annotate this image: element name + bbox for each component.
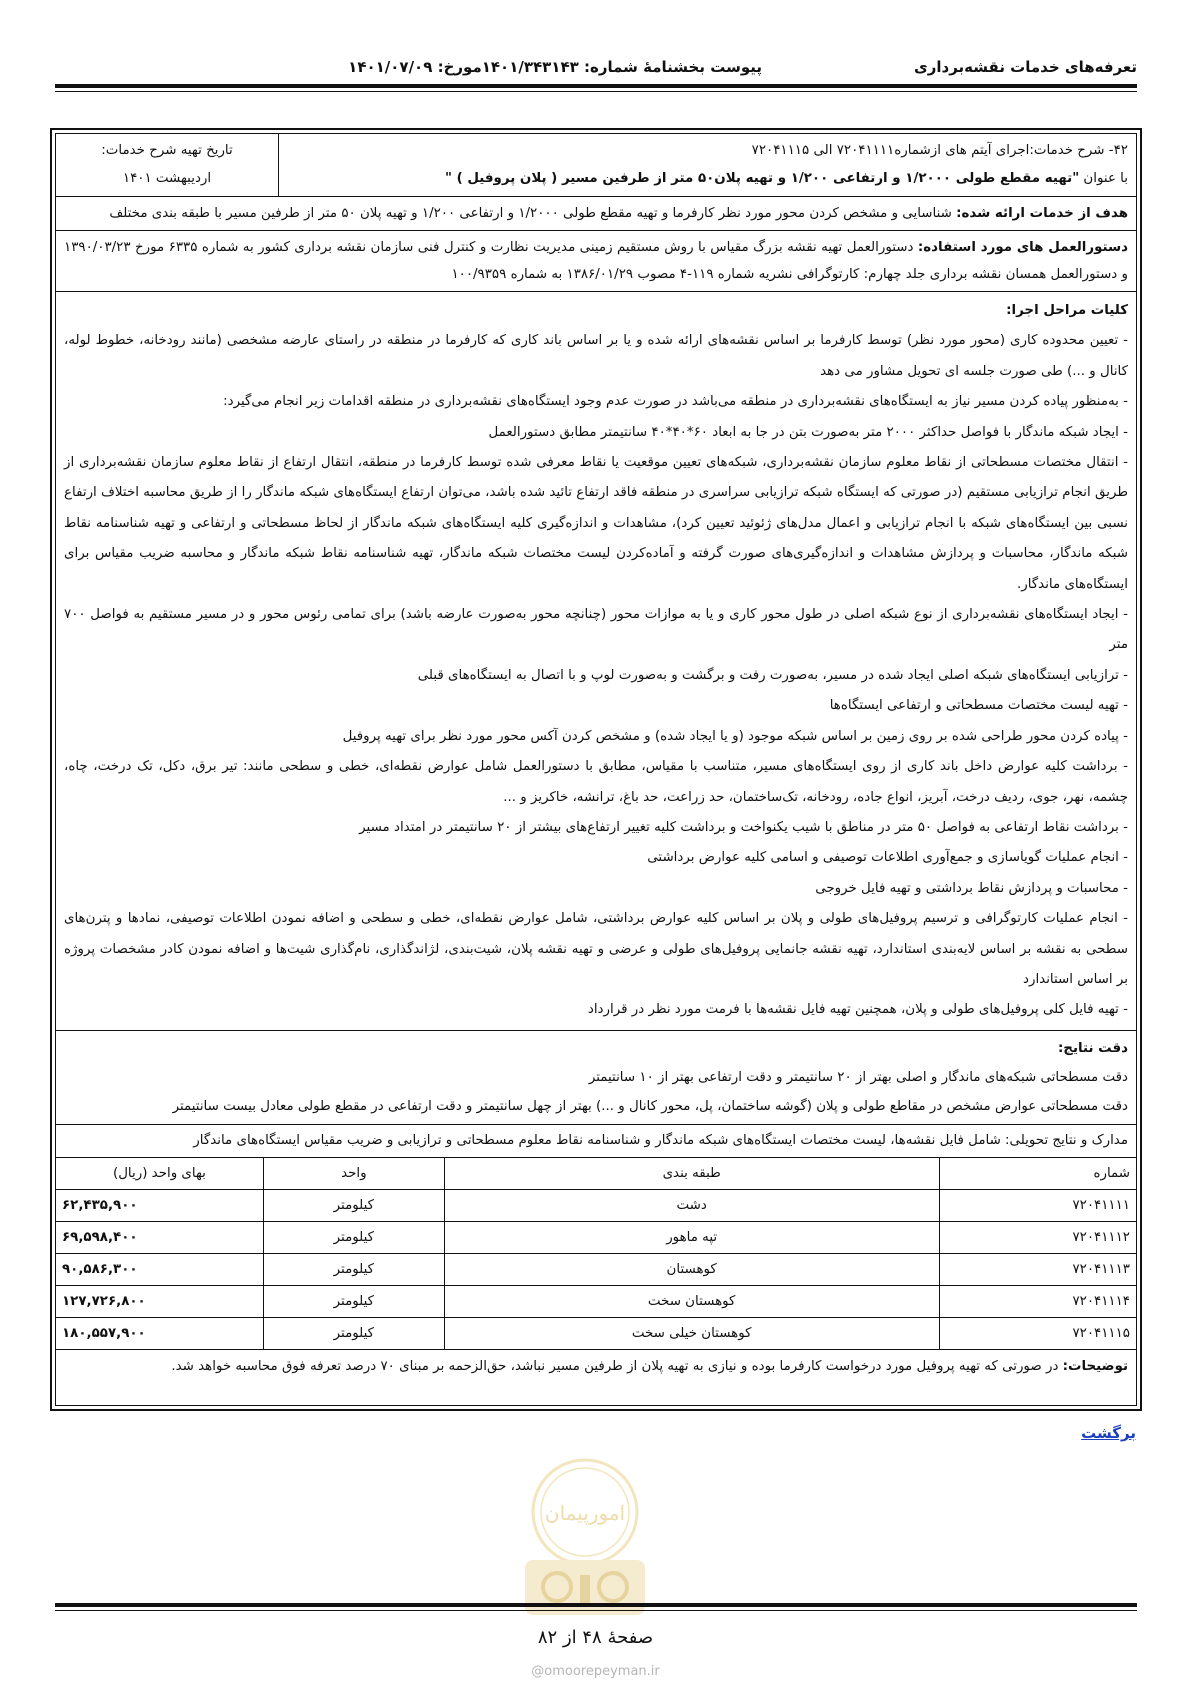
seal-text: امورپیمان [544,1501,626,1525]
step-item: - برداشت کلیه عوارض داخل باند کاری از روی ایستگاه‌های مسیر، متناسب با مقیاس، مطابق با دستورالعمل شامل عوارض نقطه‌ای، خطی و سطحی مانند: تیر برق، دکل، تک درخت، چاه، چشمه، نهر، جوی، ردیف درخت، آبریز، انواع جاده، رودخانه، تک‌ساختمان، حد زراعت، حد باغ، ترانشه، خاکریز و ... [64,759,1128,805]
table-row [56,1190,1136,1222]
item-unit: کیلومتر [263,1222,444,1254]
item-number: ۷۲۰۴۱۱۱۲ [939,1222,1136,1254]
goal-row [56,197,1136,231]
item-price: ۶۹,۵۹۸,۴۰۰ [56,1222,263,1254]
item-price: ۱۲۷,۷۲۶,۸۰۰ [56,1286,263,1318]
header-unit: واحد [263,1158,444,1190]
item-unit: کیلومتر [263,1190,444,1222]
item-number: ۷۲۰۴۱۱۱۴ [939,1286,1136,1318]
steps-title: کلیات مراحل اجرا: [1006,303,1128,318]
step-item: - انجام عملیات گویاسازی و جمع‌آوری اطلاعات توصیفی و اسامی کلیه عوارض برداشتی [647,850,1128,866]
deliverables-row: مدارک و نتایج تحویلی: شامل فایل نقشه‌ها، لیست مختصات ایستگاه‌های شبکه ماندگار و شناسنامه نقاط معلوم مسطحاتی و ترازیابی و ضریب مقیاس ایستگاه‌های ماندگار [56,1125,1136,1158]
service-title-prefix: با عنوان [1079,171,1128,186]
item-category: تپه ماهور [444,1222,939,1254]
date-value: اردیبهشت ۱۴۰۱ [122,171,212,186]
step-item: - ترازیابی ایستگاه‌های شبکه اصلی ایجاد شده در مسیر، به‌صورت رفت و برگشت و به‌صورت لوپ و با اتصال به ایستگاه‌های قبلی [417,667,1128,683]
item-category: کوهستان خیلی سخت [444,1318,939,1350]
item-price: ۶۲,۴۳۵,۹۰۰ [56,1190,263,1222]
goal-text: شناسایی و مشخص کردن محور مورد نظر کارفرما و تهیه مقطع طولی ۱/۲۰۰۰ و ارتفاعی ۱/۲۰۰ و تهیه پلان ۵۰ متر از طرفین مسیر با طبقه بندی مختلف [109,206,957,221]
step-item: - تهیه لیست مختصات مسطحاتی و ارتفاعی ایستگاه‌ها [829,698,1128,714]
service-description-inner [55,133,1137,1406]
step-item: - ایجاد ایستگاه‌های نقشه‌برداری از نوع شبکه اصلی در طول محور کاری و یا به موازات محور (چنانچه محور به‌صورت عارضه باشد) برای تمامی رئوس محور و در مسیر مستقیم به فواصل ۷۰۰ متر [64,607,1128,653]
accuracy-line: دقت مسطحاتی عوارض مشخص در مقاطع طولی و پلان (گوشه ساختمان، پل، محور کانال و ...) بهتر از چهل سانتیمتر و دقت ارتفاعی در مقطع طولی معادل بیست سانتیمتر [172,1098,1128,1114]
table-row [56,1222,1136,1254]
service-title-line2 [287,165,1128,193]
step-item: - تعیین محدوده کاری (محور مورد نظر) توسط کارفرما بر اساس نقشه‌های ارائه شده و یا بر اساس باند کاری که کارفرما در منطقه در راستای عارضه مشخصی (مانند رودخانه، خطوط لوله، کانال و ...) طی صورت جلسه ای تحویل مشاور می دهد [64,333,1128,379]
page-header [55,58,1137,82]
table-header-row [56,1158,1136,1190]
item-unit: کیلومتر [263,1318,444,1350]
item-unit: کیلومتر [263,1254,444,1286]
header-title: تعرفه‌های خدمات نقشه‌برداری [913,58,1137,76]
instructions-text: دستورالعمل تهیه نقشه بزرگ مقیاس با روش مستقیم زمینی مدیریت نظارت و کنترل فنی سازمان نقشه برداری کشور به شماره ۶۳۳۵ مورخ ۱۳۹۰/۰۳/۲۳ و دستورالعمل همسان نقشه برداری جلد چهارم: کارتوگرافی نشریه شماره ۱۱۹-۴ مصوب ۱۳۸۶/۰۱/۲۹ به شماره ۱۰۰/۹۳۵۹ [64,240,1128,282]
date-label: تاریخ تهیه شرح خدمات: [101,143,233,158]
goal-label: هدف از خدمات ارائه شده: [956,206,1128,221]
item-price: ۹۰,۵۸۶,۳۰۰ [56,1254,263,1286]
footer-rule-thin [55,1610,1137,1611]
step-item: - محاسبات و پردازش نقاط برداشتی و تهیه فایل خروجی [815,880,1128,896]
header-circular-ref: پیوست بخشنامهٔ شماره: ۱۴۰۱/۳۴۳۱۴۳مورخ: ۱۴۰۱/۰۷/۰۹ [348,58,762,76]
seal-logo [505,1450,665,1650]
steps-section [56,292,1136,1031]
item-category: کوهستان سخت [444,1286,939,1318]
service-title [279,134,1136,196]
seal-emblem [580,1575,590,1603]
table-row [56,1318,1136,1350]
notes-label: توضیحات: [1062,1359,1128,1375]
header-rule-thin [55,91,1137,92]
title-row [56,134,1136,197]
table-row [56,1286,1136,1318]
date-cell [56,134,279,196]
item-unit: کیلومتر [263,1286,444,1318]
service-title-line1: ۴۲- شرح خدمات:اجرای آیتم های ازشماره۷۲۰۴۱۱۱۱ الی ۷۲۰۴۱۱۱۵ [751,143,1128,158]
header-rule-thick [55,84,1137,88]
seal-graphic [505,1450,665,1650]
step-item: - انتقال مختصات مسطحاتی از نقاط معلوم سازمان نقشه‌برداری، شبکه‌های تعیین موقعیت یا نقاط معرفی شده توسط کارفرما در منطقه، انتقال ارتفاع از نقاط معلوم سازمان نقشه‌برداری از طریق انجام ترازیابی مستقیم (در صورتی که ایستگاه شبکه ترازیابی سراسری در منطقه فاقد ارتفاع تائید شده باشد، می‌توان ارتفاع ایستگاه‌های شبکه ماندگار را از طریق محاسبه اختلاف ارتفاع نسبی بین ایستگاه‌های شبکه با انجام ترازیابی و اعمال مدل‌های ژئوئید تعیین کرد)، مشاهدات و اندازه‌گیری کلیه ایستگاه‌های شبکه ماندگار از لحاظ مسطحاتی و ارتفاعی و تهیه شناسنامه نقاط شبکه ماندگار، محاسبات و پردازش مشاهدات و اندازه‌گیری‌های صورت گرفته و آماده‌کردن لیست مختصات شبکه ماندگار، تهیه شناسنامه نقاط شبکه ماندگار و محاسبه ضریب مقیاس برای ایستگاه‌های ماندگار. [64,455,1128,592]
instructions-row [56,231,1136,292]
step-item: - برداشت نقاط ارتفاعی به فواصل ۵۰ متر در مناطق با شیب یکنواخت و برداشت کلیه تغییر ارتفاع‌های بیشتر از ۲۰ سانتیمتر در امتداد مسیر [359,819,1128,835]
item-number: ۷۲۰۴۱۱۱۱ [939,1190,1136,1222]
step-item: - ایجاد شبکه ماندگار با فواصل حداکثر ۲۰۰۰ متر به‌صورت بتن در جا به ابعاد ۶۰*۴۰*۴۰ سانتیمتر مطابق دستورالعمل [488,424,1128,440]
watermark: @omoorepeyman.ir [531,1664,660,1679]
step-item: - به‌منظور پیاده کردن مسیر نیاز به ایستگاه‌های نقشه‌برداری در منطقه می‌باشد در صورت عدم وجود ایستگاه‌های نقشه‌برداری در منطقه اقدامات زیر انجام می‌گیرد: [223,394,1128,410]
item-category: کوهستان [444,1254,939,1286]
item-category: دشت [444,1190,939,1222]
step-item: - پیاده کردن محور طراحی شده بر روی زمین بر اساس شبکه موجود (و یا ایجاد شده) و مشخص کردن آکس محور مورد نظر برای تهیه پروفیل [342,728,1128,744]
accuracy-title: دقت نتایج: [1057,1040,1128,1056]
item-price: ۱۸۰,۵۵۷,۹۰۰ [56,1318,263,1350]
page-number: صفحهٔ ۴۸ از ۸۲ [537,1627,654,1648]
back-link[interactable]: برگشت [1081,1424,1136,1442]
instructions-label: دستورالعمل های مورد استفاده: [917,240,1129,255]
header-number: شماره [939,1158,1136,1190]
notes-text: در صورتی که تهیه پروفیل مورد درخواست کارفرما بوده و نیازی به تهیه پلان از طرفین مسیر نباشد، حق‌الزحمه بر مبنای ۷۰ درصد تعرفه فوق محاسبه خواهد شد. [171,1359,1063,1375]
step-item: - انجام عملیات کارتوگرافی و ترسیم پروفیل‌های طولی و پلان بر اساس کلیه عوارض برداشتی، شامل عوارض نقطه‌ای، خطی و سطحی و اضافه نمودن اطلاعات توصیفی، نمادها و پترن‌های سطحی به نقشه بر اساس لایه‌بندی استاندارد، تهیه نقشه جانمایی پروفیل‌های طولی و عرضی و تهیه نقشه پلان، شیت‌بندی، لژاندگذاری، نام‌گذاری شیت‌ها و اضافه نمودن کادر مشخصات پروژه بر اساس استاندارد [64,911,1128,987]
accuracy-section [56,1031,1136,1125]
service-title-name: "تهیه مقطع طولی ۱/۲۰۰۰ و ارتفاعی ۱/۲۰۰ و تهیه پلان۵۰ متر از طرفین مسیر ( پلان پروفیل ) " [444,171,1080,186]
header-category: طبقه بندی [444,1158,939,1190]
item-number: ۷۲۰۴۱۱۱۵ [939,1318,1136,1350]
notes-row [56,1350,1136,1384]
footer-rule-thick [55,1603,1137,1607]
accuracy-line: دقت مسطحاتی شبکه‌های ماندگار و اصلی بهتر از ۲۰ سانتیمتر و دقت ارتفاعی بهتر از ۱۰ سانتیمتر [588,1069,1128,1085]
item-number: ۷۲۰۴۱۱۱۳ [939,1254,1136,1286]
header-price: بهای واحد (ریال) [56,1158,263,1190]
table-row [56,1254,1136,1286]
service-description-box [50,128,1142,1411]
step-item: - تهیه فایل کلی پروفیل‌های طولی و پلان، همچنین تهیه فایل نقشه‌ها با فرمت مورد نظر در قرارداد [587,1002,1128,1018]
price-table [56,1158,1136,1351]
